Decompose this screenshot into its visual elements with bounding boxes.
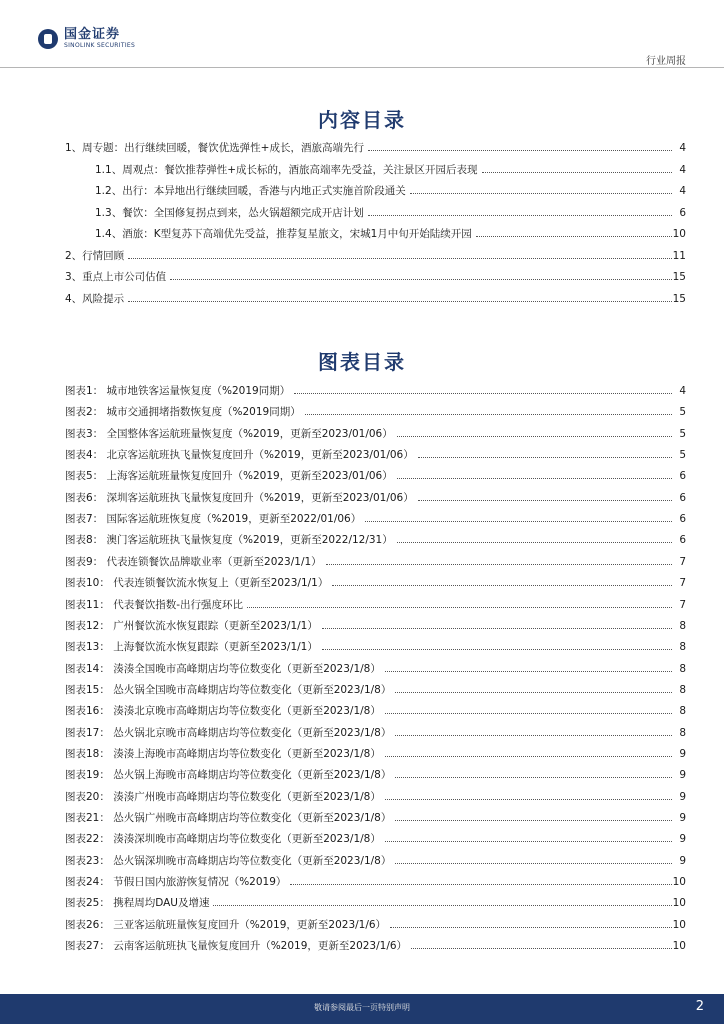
leader-dots [395,692,672,693]
leader-dots [332,585,672,586]
entry-page: 6 [679,513,686,526]
entry-label: 1.1、周观点：餐饮推荐弹性+成长标的，酒旅高端率先受益，关注景区开园后表现 [95,161,480,179]
entry-label: 图表11： 代表餐饮指数-出行强度环比 [65,596,245,614]
leader-dots [213,905,672,906]
entry-label: 图表10： 代表连锁餐饮流水恢复上（更新至2023/1/1） [65,574,330,592]
entry-page: 5 [679,427,686,440]
entry-label: 4、风险提示 [65,290,126,308]
entry-page: 9 [679,833,686,846]
entry-label: 图表15： 怂火锅全国晚市高峰期店均等位数变化（更新至2023/1/8） [65,681,393,699]
entry-label: 图表1： 城市地铁客运量恢复度（%2019同期） [65,382,292,400]
entry-page: 9 [679,790,686,803]
entry-page: 15 [672,292,686,305]
header-divider [0,67,724,68]
entry-label: 图表5： 上海客运航班量恢复度回升（%2019，更新至2023/01/06） [65,467,395,485]
leader-dots [365,521,672,522]
entry-label: 图表21： 怂火锅广州晚市高峰期店均等位数变化（更新至2023/1/8） [65,809,393,827]
entry-page: 15 [672,271,686,283]
entry-page: 4 [679,385,686,397]
leader-dots [368,215,672,216]
leader-dots [418,457,672,458]
entry-label: 图表27： 云南客运航班执飞量恢复度回升（%2019，更新至2023/1/6） [65,937,409,955]
entry-page: 6 [679,470,686,483]
leader-dots [482,172,673,173]
leader-dots [322,649,672,650]
entry-label: 图表17： 怂火锅北京晚市高峰期店均等位数变化（更新至2023/1/8） [65,724,393,742]
toc-entry[interactable] [0,204,724,222]
figure-entry[interactable] [0,852,724,870]
entry-page: 9 [679,854,686,867]
entry-label: 图表12： 广州餐饮流水恢复跟踪（更新至2023/1/1） [65,617,320,635]
entry-page: 8 [679,705,686,718]
leader-dots [418,500,672,501]
leader-dots [290,884,672,885]
page-number: 2 [695,999,704,1014]
entry-label: 1.2、出行：本异地出行继续回暖，香港与内地正式实施首阶段通关 [95,182,408,200]
page-footer [0,994,724,1024]
figure-entry[interactable] [0,916,724,934]
entry-page: 4 [679,185,686,197]
entry-label: 图表24： 节假日国内旅游恢复情况（%2019） [65,873,288,891]
leader-dots [305,414,672,415]
entry-label: 2、行情回顾 [65,247,126,265]
figure-entry[interactable] [0,638,724,656]
leader-dots [368,150,672,151]
entry-label: 1.3、餐饮：全国修复拐点到来，怂火锅超额完成开店计划 [95,204,366,222]
entry-page: 6 [679,491,686,504]
figure-entry[interactable] [0,574,724,592]
entry-page: 7 [679,577,686,590]
figure-entry[interactable] [0,596,724,614]
figure-entry[interactable] [0,489,724,507]
entry-page: 9 [679,747,686,760]
toc-entry[interactable] [0,247,724,265]
figure-entry[interactable] [0,617,724,635]
entry-page: 5 [679,406,686,419]
entry-page: 8 [679,683,686,696]
figures-title: 图表目录 [318,350,406,374]
leader-dots [410,193,672,194]
figure-entry[interactable] [0,446,724,464]
figure-entry[interactable] [0,766,724,784]
entry-label: 图表22： 湊湊深圳晚市高峰期店均等位数变化（更新至2023/1/8） [65,830,383,848]
toc-title: 内容目录 [318,108,406,132]
leader-dots [128,301,672,302]
figure-entry[interactable] [0,425,724,443]
leader-dots [322,628,672,629]
entry-page: 8 [679,726,686,739]
entry-page: 6 [679,534,686,547]
entry-page: 9 [679,769,686,782]
entry-page: 7 [679,555,686,568]
disclaimer-note: 敬请参阅最后一页特别声明 [314,1003,410,1012]
figure-entry[interactable] [0,467,724,485]
logo-name-cn: 国金证券 [64,27,121,42]
leader-dots [385,671,672,672]
entry-page: 10 [672,897,686,910]
figure-entry[interactable] [0,830,724,848]
toc-entry[interactable] [0,161,724,179]
leader-dots [397,542,672,543]
leader-dots [411,948,672,949]
entry-label: 图表7： 国际客运航班恢复度（%2019，更新至2022/01/06） [65,510,363,528]
leader-dots [390,927,672,928]
figure-entry[interactable] [0,937,724,955]
entry-label: 图表2： 城市交通拥堵指数恢复度（%2019同期） [65,403,303,421]
leader-dots [395,777,672,778]
figure-entry[interactable] [0,681,724,699]
entry-page: 8 [679,619,686,632]
leader-dots [294,393,672,394]
leader-dots [397,436,672,437]
entry-label: 图表8： 澳门客运航班执飞量恢复度（%2019，更新至2022/12/31） [65,531,395,549]
figure-entry[interactable] [0,403,724,421]
entry-page: 10 [672,876,686,889]
leader-dots [395,820,672,821]
entry-label: 图表19： 怂火锅上海晚市高峰期店均等位数变化（更新至2023/1/8） [65,766,393,784]
figure-entry[interactable] [0,894,724,912]
leader-dots [395,735,672,736]
leader-dots [170,279,672,280]
page-header [0,0,724,68]
leader-dots [385,713,672,714]
entry-label: 图表26： 三亚客运航班量恢复度回升（%2019，更新至2023/1/6） [65,916,388,934]
entry-label: 图表4： 北京客运航班执飞量恢复度回升（%2019，更新至2023/01/06） [65,446,416,464]
entry-label: 1.4、酒旅：K型复苏下高端优先受益，推荐复星旅文，宋城1月中旬开始陆续开园 [95,225,474,243]
leader-dots [385,841,672,842]
entry-page: 8 [679,662,686,675]
entry-page: 8 [679,641,686,654]
figure-entry[interactable] [0,809,724,827]
entry-label: 图表3： 全国整体客运航班量恢复度（%2019，更新至2023/01/06） [65,425,395,443]
figure-entry[interactable] [0,873,724,891]
leader-dots [326,564,672,565]
entry-page: 10 [672,228,686,240]
entry-label: 图表9： 代表连锁餐饮品牌歇业率（更新至2023/1/1） [65,553,324,571]
entry-page: 11 [672,249,686,262]
entry-page: 4 [679,142,686,154]
figure-entry[interactable] [0,745,724,763]
leader-dots [476,236,672,237]
entry-label: 图表13： 上海餐饮流水恢复跟踪（更新至2023/1/1） [65,638,320,656]
entry-label: 3、重点上市公司估值 [65,268,168,286]
figure-entry[interactable] [0,382,724,400]
entry-label: 图表20： 湊湊广州晚市高峰期店均等位数变化（更新至2023/1/8） [65,788,383,806]
leader-dots [247,607,672,608]
logo-name-en: SINOLINK SECURITIES [64,42,136,49]
toc-entry[interactable] [0,225,724,243]
leader-dots [397,478,672,479]
figure-entry[interactable] [0,660,724,678]
figure-entry[interactable] [0,510,724,528]
entry-label: 图表18： 湊湊上海晚市高峰期店均等位数变化（更新至2023/1/8） [65,745,383,763]
entry-page: 5 [679,449,686,462]
entry-page: 9 [679,812,686,824]
entry-page: 10 [672,918,686,931]
toc-entry[interactable] [0,182,724,200]
leader-dots [395,863,672,864]
company-logo [38,28,135,49]
entry-label: 1、周专题：出行继续回暖，餐饮优选弹性+成长，酒旅高端先行 [65,139,366,157]
entry-label: 图表23： 怂火锅深圳晚市高峰期店均等位数变化（更新至2023/1/8） [65,852,393,870]
figure-entry[interactable] [0,531,724,549]
toc-entry[interactable] [0,139,724,157]
entry-page: 6 [679,206,686,219]
entry-page: 4 [679,163,686,176]
figure-entry[interactable] [0,724,724,742]
entry-label: 图表25： 携程周均DAU及增速 [65,894,211,912]
toc-entry[interactable] [0,268,724,286]
figure-entry[interactable] [0,702,724,720]
leader-dots [385,799,672,800]
entry-page: 10 [672,940,686,953]
figure-entry[interactable] [0,788,724,806]
leader-dots [385,756,672,757]
entry-label: 图表6： 深圳客运航班执飞量恢复度回升（%2019，更新至2023/01/06） [65,489,416,507]
logo-icon [38,29,58,49]
entry-label: 图表14： 湊湊全国晚市高峰期店均等位数变化（更新至2023/1/8） [65,660,383,678]
entry-page: 7 [679,598,686,611]
leader-dots [128,258,672,259]
toc-entry[interactable] [0,290,724,308]
figure-entry[interactable] [0,553,724,571]
report-type: 行业周报 [646,56,686,67]
entry-label: 图表16： 湊湊北京晚市高峰期店均等位数变化（更新至2023/1/8） [65,702,383,720]
